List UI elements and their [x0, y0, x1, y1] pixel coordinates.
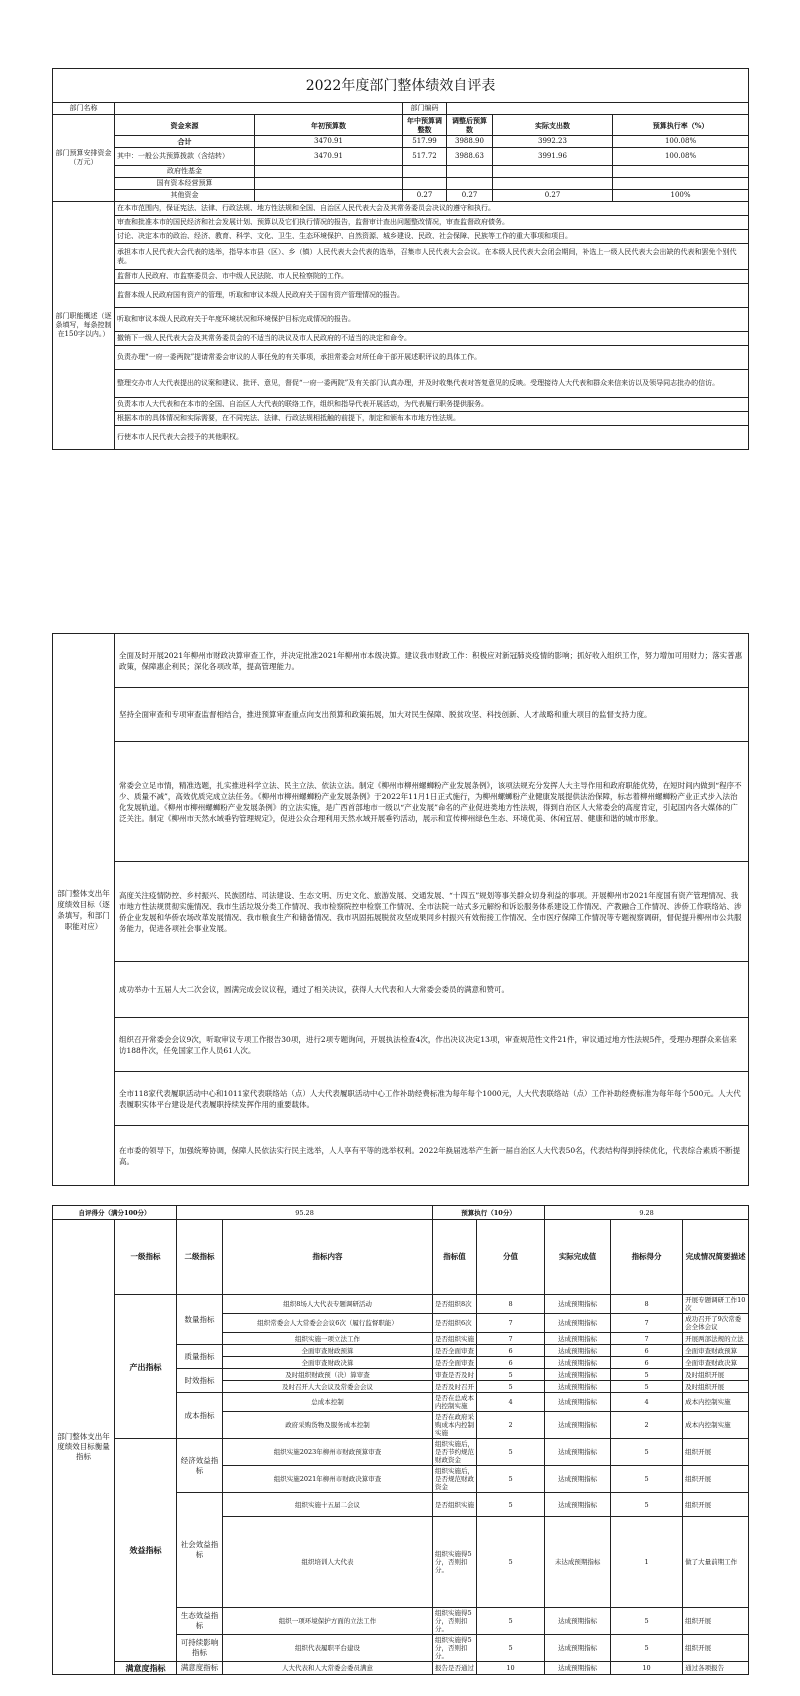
indicator-value: 组织实施后，是否节约规范财政资金 — [433, 1439, 477, 1466]
completion-desc: 成功召开了9次常委会全体会议 — [683, 1314, 749, 1333]
table-row — [53, 1072, 749, 1126]
fund-adjusted: 0.27 — [447, 190, 493, 202]
actual-value: 达成预期指标 — [545, 1314, 611, 1333]
indicator-content: 及时组织财政预（决）算审查 — [223, 1369, 433, 1381]
fund-source: 其他资金 — [115, 190, 255, 202]
fund-adjust — [403, 166, 447, 178]
completion-desc: 通过各项报告 — [683, 1662, 749, 1675]
indicator-value: 是否及时召开 — [433, 1381, 477, 1393]
fund-initial — [255, 166, 403, 178]
fund-actual — [493, 166, 613, 178]
indicator-value: 审查是否及时 — [433, 1369, 477, 1381]
dept-code-label: 部门编码 — [403, 103, 447, 115]
completion-desc: 组织开展 — [683, 1466, 749, 1493]
indicator-content: 人大代表和人大常委会委员满意 — [223, 1662, 433, 1675]
indicator-score: 5 — [477, 1381, 545, 1393]
function-item: 撤销下一级人民代表大会及其常务委员会的不适当的决议及市人民政府的不适当的决定和命令。 — [115, 332, 749, 346]
column-header: 指标得分 — [611, 1220, 683, 1295]
table-row — [53, 426, 749, 450]
table-row — [53, 1126, 749, 1186]
fund-initial — [255, 190, 403, 202]
indicator-got: 5 — [611, 1381, 683, 1393]
indicator-value: 是否在政府采购成本内控制实施 — [433, 1412, 477, 1439]
level2-indicator: 质量指标 — [177, 1345, 223, 1369]
indicator-content: 组织8场人大代表专题调研活动 — [223, 1295, 433, 1314]
indicator-got: 4 — [611, 1393, 683, 1412]
completion-desc: 及时组织开展 — [683, 1381, 749, 1393]
fund-rate: 100.08% — [613, 148, 749, 166]
indicators-label: 部门整体支出年度绩效目标衡量指标 — [53, 1220, 115, 1675]
indicator-value: 是否在总成本内控制实施 — [433, 1393, 477, 1412]
function-item: 根据本市的具体情况和实际需要，在不同宪法、法律、行政法规相抵触的前提下，制定和颁布本市地方性法规。 — [115, 412, 749, 426]
table-row — [53, 1206, 749, 1220]
level2-indicator: 时效指标 — [177, 1369, 223, 1393]
table-row — [53, 412, 749, 426]
table-row — [53, 103, 749, 115]
actual-value: 达成预期指标 — [545, 1333, 611, 1345]
table-row — [53, 370, 749, 398]
goal-item: 全市118家代表履职活动中心和1011家代表联络站（点）人大代表履职活动中心工作补助经费标准为每年每个1000元，人大代表联络站（点）工作补助经费标准为每年每个500元。人大代表履职实体平台建设是代表履职持续发挥作用的重要载体。 — [115, 1072, 749, 1126]
fund-adjust: 0.27 — [403, 190, 447, 202]
table-row — [53, 178, 749, 190]
table-row — [53, 346, 749, 370]
table-row — [53, 216, 749, 230]
indicator-got: 5 — [611, 1439, 683, 1466]
function-item: 审查和批准本市的国民经济和社会发展计划、预算以及它们执行情况的报告，监督审计查出问题整改情况，审查监督政府债务。 — [115, 216, 749, 230]
budget-exec-value: 9.28 — [545, 1206, 749, 1220]
fund-rate: 100.08% — [613, 136, 749, 148]
table-row — [53, 1018, 749, 1072]
actual-value: 达成预期指标 — [545, 1635, 611, 1662]
table-row — [53, 136, 749, 148]
indicator-value: 是否全面审查 — [433, 1345, 477, 1357]
table-row — [53, 244, 749, 270]
function-item: 负责办理“一府一委两院”提请常委会审议的人事任免的有关事项，承担常委会对所任命干部开展述职评议的具体工作。 — [115, 346, 749, 370]
table-row — [53, 634, 749, 688]
indicator-content: 全面审查财政预算 — [223, 1345, 433, 1357]
level2-indicator: 成本指标 — [177, 1393, 223, 1439]
indicator-got: 6 — [611, 1345, 683, 1357]
score-value: 95.28 — [177, 1206, 433, 1220]
level2-indicator: 社会效益指标 — [177, 1493, 223, 1608]
completion-desc: 组织开展 — [683, 1493, 749, 1517]
indicator-value: 是否组织实施 — [433, 1493, 477, 1517]
table-row — [53, 270, 749, 284]
level2-indicator: 可持续影响指标 — [177, 1635, 223, 1662]
table-row — [53, 862, 749, 962]
indicator-got: 7 — [611, 1333, 683, 1345]
table-row — [53, 69, 749, 103]
indicator-score: 5 — [477, 1517, 545, 1608]
fund-adjusted: 3988.63 — [447, 148, 493, 166]
fund-adjust: 517.72 — [403, 148, 447, 166]
function-item: 负责本市人大代表和在本市的全国、自治区人大代表的联络工作，组织和指导代表开展活动，为代表履行职务提供服务。 — [115, 398, 749, 412]
table-row — [53, 202, 749, 216]
indicator-value: 是否全面审查 — [433, 1357, 477, 1369]
indicator-value: 是否组织6次 — [433, 1314, 477, 1333]
table-row — [53, 1439, 749, 1466]
indicator-score: 7 — [477, 1333, 545, 1345]
level2-indicator: 数量指标 — [177, 1295, 223, 1345]
completion-desc: 全面审查财政预算 — [683, 1345, 749, 1357]
column-header: 实际支出数 — [493, 115, 613, 136]
fund-adjust — [403, 178, 447, 190]
level2-indicator: 经济效益指标 — [177, 1439, 223, 1493]
indicator-got: 6 — [611, 1357, 683, 1369]
goals-label: 部门整体支出年度绩效目标（逐条填写，和部门职能对应） — [53, 634, 115, 1186]
indicator-score: 5 — [477, 1466, 545, 1493]
indicator-got: 7 — [611, 1314, 683, 1333]
indicator-content: 全面审查财政决算 — [223, 1357, 433, 1369]
function-item: 整理交办市人大代表提出的议案和建议、批评、意见，督促“一府一委两院”及有关部门认真办理，并及时收集代表对答复意见的反映。受理接待人大代表和群众来信来访以及领导同志批办的信访。 — [115, 370, 749, 398]
indicator-content: 组织实施2023年柳州市财政预算审查 — [223, 1439, 433, 1466]
indicator-got: 5 — [611, 1466, 683, 1493]
table-row — [53, 166, 749, 178]
table-row — [53, 115, 749, 136]
budget-table — [52, 68, 749, 450]
indicator-got: 5 — [611, 1608, 683, 1635]
indicator-score: 6 — [477, 1357, 545, 1369]
table-row — [53, 398, 749, 412]
actual-value: 达成预期指标 — [545, 1466, 611, 1493]
completion-desc: 组织开展 — [683, 1608, 749, 1635]
fund-rate — [613, 178, 749, 190]
budget-exec-label: 预算执行（10分） — [433, 1206, 545, 1220]
functions-label: 部门职能概述（逐条填写，每条控制在150字以内。） — [53, 202, 115, 450]
indicator-got: 5 — [611, 1635, 683, 1662]
column-header: 预算执行率（%） — [613, 115, 749, 136]
table-row — [53, 742, 749, 862]
completion-desc: 成本内控制实施 — [683, 1412, 749, 1439]
column-header: 分值 — [477, 1220, 545, 1295]
goal-item: 在市委的领导下，加强统筹协调，保障人民依法实行民主选举，人人享有平等的选举权利。2022年换届选举产生新一届自治区人大代表50名，代表结构得到持续优化，代表综合素质不断提高。 — [115, 1126, 749, 1186]
column-header: 年初预算数 — [255, 115, 403, 136]
indicator-content: 组织实施2021年柳州市财政决算审查 — [223, 1466, 433, 1493]
budget-label: 部门预算安排资金（万元） — [53, 115, 115, 202]
actual-value: 达成预期指标 — [545, 1662, 611, 1675]
indicator-score: 5 — [477, 1439, 545, 1466]
goal-item: 高度关注疫情防控、乡村振兴、民族团结、司法建设、生态文明、历史文化、旅游发展、交通发展、“十四五”规划等事关群众切身利益的事项。开展柳州市2021年度国有资产管理情况、我市地方性法规贯彻实施情况、我市生活垃圾分类工作情况、我市检察院控申检察工作情况、全市法院一站式多元解纷和诉讼服务体系建设工作情况、产教融合工作情况、涉侨工作联络站、涉侨企业发展和华侨农场改革发展情况、我市粮食生产和储备情况、我市巩固拓展脱贫攻坚成果同乡村振兴有效衔接工作情况、全市医疗保障工作情况等专题视察调研，督促提升柳州市公共服务能力，促进各项社会事业发展。 — [115, 862, 749, 962]
indicator-content: 及时召开人大会议及常委会会议 — [223, 1381, 433, 1393]
column-header: 指标值 — [433, 1220, 477, 1295]
indicator-got: 5 — [611, 1493, 683, 1517]
fund-source: 其中：一般公共预算拨款（含结转） — [115, 148, 255, 166]
goal-item: 组织召开常委会会议9次，听取审议专项工作报告30项，进行2项专题询问，开展执法检查4次，作出决议决定13项，审查规范性文件21件，审议通过地方性法规5件，受理办理群众来信来访188件次，任免国家工作人员61人次。 — [115, 1018, 749, 1072]
indicators-table — [52, 1205, 749, 1675]
indicator-value: 组织实施得5分，否则扣分。 — [433, 1608, 477, 1635]
indicator-value: 组织实施得5分，否则扣分。 — [433, 1635, 477, 1662]
function-item: 讨论、决定本市的政治、经济、教育、科学、文化、卫生、生态环境保护、自然资源、城乡建设、民政、社会保障、民族等工作的重大事项和项目。 — [115, 230, 749, 244]
indicator-content: 组织培训人大代表 — [223, 1517, 433, 1608]
actual-value: 达成预期指标 — [545, 1381, 611, 1393]
actual-value: 达成预期指标 — [545, 1393, 611, 1412]
column-header: 完成情况简要描述 — [683, 1220, 749, 1295]
indicator-content: 政府采购货物及服务成本控制 — [223, 1412, 433, 1439]
completion-desc: 及时组织开展 — [683, 1369, 749, 1381]
function-item: 行使本市人民代表大会授予的其他职权。 — [115, 426, 749, 450]
fund-actual: 3991.96 — [493, 148, 613, 166]
column-header: 年中预算调整数 — [403, 115, 447, 136]
level1-indicator: 产出指标 — [115, 1295, 177, 1439]
indicator-got: 5 — [611, 1369, 683, 1381]
indicator-value: 是否组织8次 — [433, 1295, 477, 1314]
level1-indicator: 效益指标 — [115, 1439, 177, 1662]
function-item: 监督市人民政府、市监察委员会、市中级人民法院、市人民检察院的工作。 — [115, 270, 749, 284]
column-header: 资金来源 — [115, 115, 255, 136]
actual-value: 达成预期指标 — [545, 1369, 611, 1381]
fund-initial: 3470.91 — [255, 148, 403, 166]
table-row — [53, 230, 749, 244]
actual-value: 达成预期指标 — [545, 1295, 611, 1314]
level2-indicator: 生态效益指标 — [177, 1608, 223, 1635]
table-row — [53, 190, 749, 202]
indicator-content: 组织代表履职平台建设 — [223, 1635, 433, 1662]
completion-desc: 开展专题调研工作10次 — [683, 1295, 749, 1314]
goal-item: 全面及时开展2021年柳州市财政决算审查工作，并决定批准2021年柳州市本级决算。建议我市财政工作：积极应对新冠肺炎疫情的影响；抓好收入组织工作，努力增加可用财力；落实普惠政策，保障惠企利民；深化各项改革，提高管理能力。 — [115, 634, 749, 688]
completion-desc: 全面审查财政决算 — [683, 1357, 749, 1369]
table-row — [53, 1295, 749, 1314]
indicator-score: 7 — [477, 1314, 545, 1333]
fund-rate — [613, 166, 749, 178]
indicator-value: 是否组织实施 — [433, 1333, 477, 1345]
indicator-content: 组织一项环境保护方面的立法工作 — [223, 1608, 433, 1635]
fund-source: 国有资本经营预算 — [115, 178, 255, 190]
dept-code-value — [447, 103, 749, 115]
actual-value: 未达成预期指标 — [545, 1517, 611, 1608]
table-row — [53, 688, 749, 742]
indicator-score: 5 — [477, 1608, 545, 1635]
function-item: 监督本级人民政府国有资产的管理，听取和审议本级人民政府关于国有资产管理情况的报告。 — [115, 284, 749, 308]
indicator-content: 组织实施一项立法工作 — [223, 1333, 433, 1345]
indicator-got: 2 — [611, 1412, 683, 1439]
indicator-score: 5 — [477, 1635, 545, 1662]
column-header: 二级指标 — [177, 1220, 223, 1295]
actual-value: 达成预期指标 — [545, 1493, 611, 1517]
table-row — [53, 284, 749, 308]
level1-indicator: 满意度指标 — [115, 1662, 177, 1675]
goal-item: 成功举办十五届人大二次会议，圆满完成会议议程，通过了相关决议，获得人大代表和人大常委会委员的满意和赞可。 — [115, 962, 749, 1018]
fund-source: 合计 — [115, 136, 255, 148]
score-label: 自评得分（满分100分） — [53, 1206, 177, 1220]
fund-actual: 0.27 — [493, 190, 613, 202]
fund-initial — [255, 178, 403, 190]
fund-adjusted — [447, 178, 493, 190]
column-header: 调整后预算数 — [447, 115, 493, 136]
indicator-content: 组织常委会人大常委会会议6次（履行监督职能） — [223, 1314, 433, 1333]
indicator-score: 6 — [477, 1345, 545, 1357]
actual-value: 达成预期指标 — [545, 1357, 611, 1369]
fund-source: 政府性基金 — [115, 166, 255, 178]
completion-desc: 开展两部法规的立法 — [683, 1333, 749, 1345]
completion-desc: 组织开展 — [683, 1439, 749, 1466]
dept-name-label: 部门名称 — [53, 103, 115, 115]
indicator-got: 8 — [611, 1295, 683, 1314]
indicator-got: 1 — [611, 1517, 683, 1608]
completion-desc: 组织开展 — [683, 1635, 749, 1662]
fund-actual: 3992.23 — [493, 136, 613, 148]
goal-item: 常委会立足市情，精准选题，扎实推进科学立法、民主立法、依法立法。制定《柳州市柳州螺蛳粉产业发展条例》，该项法规充分发挥人大主导作用和政府职能优势，在短时间内做到“程序不少、质量不减”，高效优质完成立法任务。《柳州市柳州螺蛳粉产业发展条例》于2022年11月1日正式施行，为柳州螺蛳粉产业健康发展提供法治保障，标志着柳州螺蛳粉产业正式步入法治化发展轨道。《柳州市柳州螺蛳粉产业发展条例》的立法实施，是广西首部地市一级以“产业发展”命名的产业促进类地方性法规，得到自治区人大常委会的高度肯定，引起国内各大媒体的广泛关注。制定《柳州市天然水域垂钓管理规定》，促进公众合理利用天然水域开展垂钓活动，展示和宣传柳州绿色生态、环境优美、休闲宜居、健康和谐的城市形象。 — [115, 742, 749, 862]
indicator-got: 10 — [611, 1662, 683, 1675]
indicator-score: 5 — [477, 1369, 545, 1381]
goal-item: 坚持全面审查和专项审查监督相结合，推进预算审查重点向支出预算和政策拓展，加大对民生保障、脱贫攻坚、科技创新、人才战略和重大项目的监督支持力度。 — [115, 688, 749, 742]
dept-name-value — [115, 103, 403, 115]
fund-rate: 100% — [613, 190, 749, 202]
column-header: 指标内容 — [223, 1220, 433, 1295]
column-header: 实际完成值 — [545, 1220, 611, 1295]
indicator-value: 组织实施得5分，否则扣分。 — [433, 1517, 477, 1608]
indicator-score: 5 — [477, 1493, 545, 1517]
indicator-score: 2 — [477, 1412, 545, 1439]
actual-value: 达成预期指标 — [545, 1608, 611, 1635]
fund-initial: 3470.91 — [255, 136, 403, 148]
table-row — [53, 332, 749, 346]
actual-value: 达成预期指标 — [545, 1412, 611, 1439]
function-item: 承担本市人民代表大会代表的选举，指导本市县（区）、乡（镇）人民代表大会代表的选举，召集市人民代表大会会议。在本级人民代表大会闭会期间，补选上一级人民代表大会出缺的代表和罢免个别代表。 — [115, 244, 749, 270]
actual-value: 达成预期指标 — [545, 1345, 611, 1357]
indicator-value: 组织实施后，是否规范财政资金 — [433, 1466, 477, 1493]
table-row — [53, 1662, 749, 1675]
fund-actual — [493, 178, 613, 190]
table-row — [53, 148, 749, 166]
completion-desc: 做了大量前期工作 — [683, 1517, 749, 1608]
fund-adjusted: 3988.90 — [447, 136, 493, 148]
function-item: 在本市范围内，保证宪法、法律、行政法规、地方性法规和全国、自治区人民代表大会及其常务委员会决议的遵守和执行。 — [115, 202, 749, 216]
indicator-content: 组织实施十五届二会议 — [223, 1493, 433, 1517]
completion-desc: 成本内控制实施 — [683, 1393, 749, 1412]
indicator-content: 总成本控制 — [223, 1393, 433, 1412]
page-title: 2022年度部门整体绩效自评表 — [53, 69, 749, 103]
indicator-score: 4 — [477, 1393, 545, 1412]
indicator-score: 8 — [477, 1295, 545, 1314]
goals-table — [52, 633, 749, 1186]
table-row — [53, 1220, 749, 1295]
table-row — [53, 308, 749, 332]
fund-adjusted — [447, 166, 493, 178]
function-item: 听取和审议本级人民政府关于年度环境状况和环境保护目标完成情况的报告。 — [115, 308, 749, 332]
indicator-score: 10 — [477, 1662, 545, 1675]
column-header: 一级指标 — [115, 1220, 177, 1295]
actual-value: 达成预期指标 — [545, 1439, 611, 1466]
level2-indicator: 满意度指标 — [177, 1662, 223, 1675]
table-row — [53, 962, 749, 1018]
indicator-value: 报告是否通过 — [433, 1662, 477, 1675]
fund-adjust: 517.99 — [403, 136, 447, 148]
